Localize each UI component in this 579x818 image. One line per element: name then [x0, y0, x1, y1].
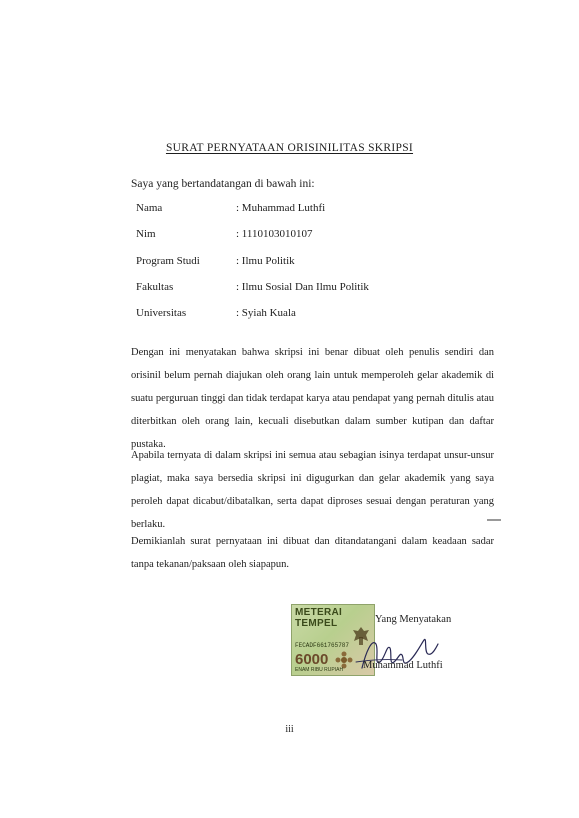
identity-row-program: [136, 255, 369, 281]
scan-mark: [487, 519, 501, 521]
closing-label: Yang Menyatakan: [375, 614, 452, 625]
intro-text: Saya yang bertandatangan di bawah ini:: [131, 178, 315, 190]
identity-row-faculty: [136, 281, 369, 307]
identity-value: : 1110103010107: [236, 228, 313, 241]
identity-value: : Ilmu Sosial Dan Ilmu Politik: [236, 280, 369, 293]
identity-label: Program Studi: [136, 254, 200, 267]
identity-label: Nim: [136, 228, 156, 241]
identity-value: : Syiah Kuala: [236, 307, 296, 320]
closing-paragraph: Demikianlah surat pernyataan ini dibuat dan ditandatangani dalam keadaan sadar tanpa tekanan/paksaan oleh siapapun.: [131, 536, 494, 570]
identity-table: [136, 202, 369, 333]
stamp-caption: ENAM RIBU RUPIAH: [295, 667, 344, 673]
statement-paragraph: Dengan ini menyatakan bahwa skripsi ini benar dibuat oleh penulis sendiri dan orisinil belum pernah diajukan oleh orang lain untuk memperoleh gelar akademik di suatu perguruan tinggi dan tidak terdapat karya atau pendapat yang pernah ditulis atau diterbitkan oleh orang lain, kecuali disebutkan dalam sumber kutipan dan daftar pustaka.: [131, 347, 494, 450]
stamp-title: METERAI: [295, 607, 343, 618]
identity-row-nim: [136, 228, 369, 254]
stamp-subtitle: TEMPEL: [295, 618, 338, 629]
identity-label: Universitas: [136, 307, 187, 320]
liability-paragraph: Apabila ternyata di dalam skripsi ini semua atau sebagian isinya terdapat unsur-unsur plagiat, maka saya bersedia skripsi ini digugurkan dan gelar akademik yang saya peroleh dapat dicabut/dibatalkan, serta dapat diproses sesuai dengan peraturan yang berlaku.: [131, 450, 494, 530]
document-title: SURAT PERNYATAAN ORISINILITAS SKRIPSI: [165, 142, 414, 154]
stamp-value: 6000: [295, 651, 329, 668]
signer-name: Muhammad Luthfi: [363, 660, 443, 671]
identity-row-name: [136, 202, 369, 228]
identity-value: : Muhammad Luthfi: [236, 202, 326, 214]
identity-row-university: [136, 307, 369, 333]
page-number: iii: [285, 724, 294, 735]
identity-label: Nama: [136, 202, 163, 214]
identity-label: Fakultas: [136, 280, 174, 293]
identity-value: : Ilmu Politik: [236, 254, 295, 267]
handwritten-signature: [332, 622, 450, 682]
stamp-serial: FECADF661765787: [295, 642, 350, 649]
